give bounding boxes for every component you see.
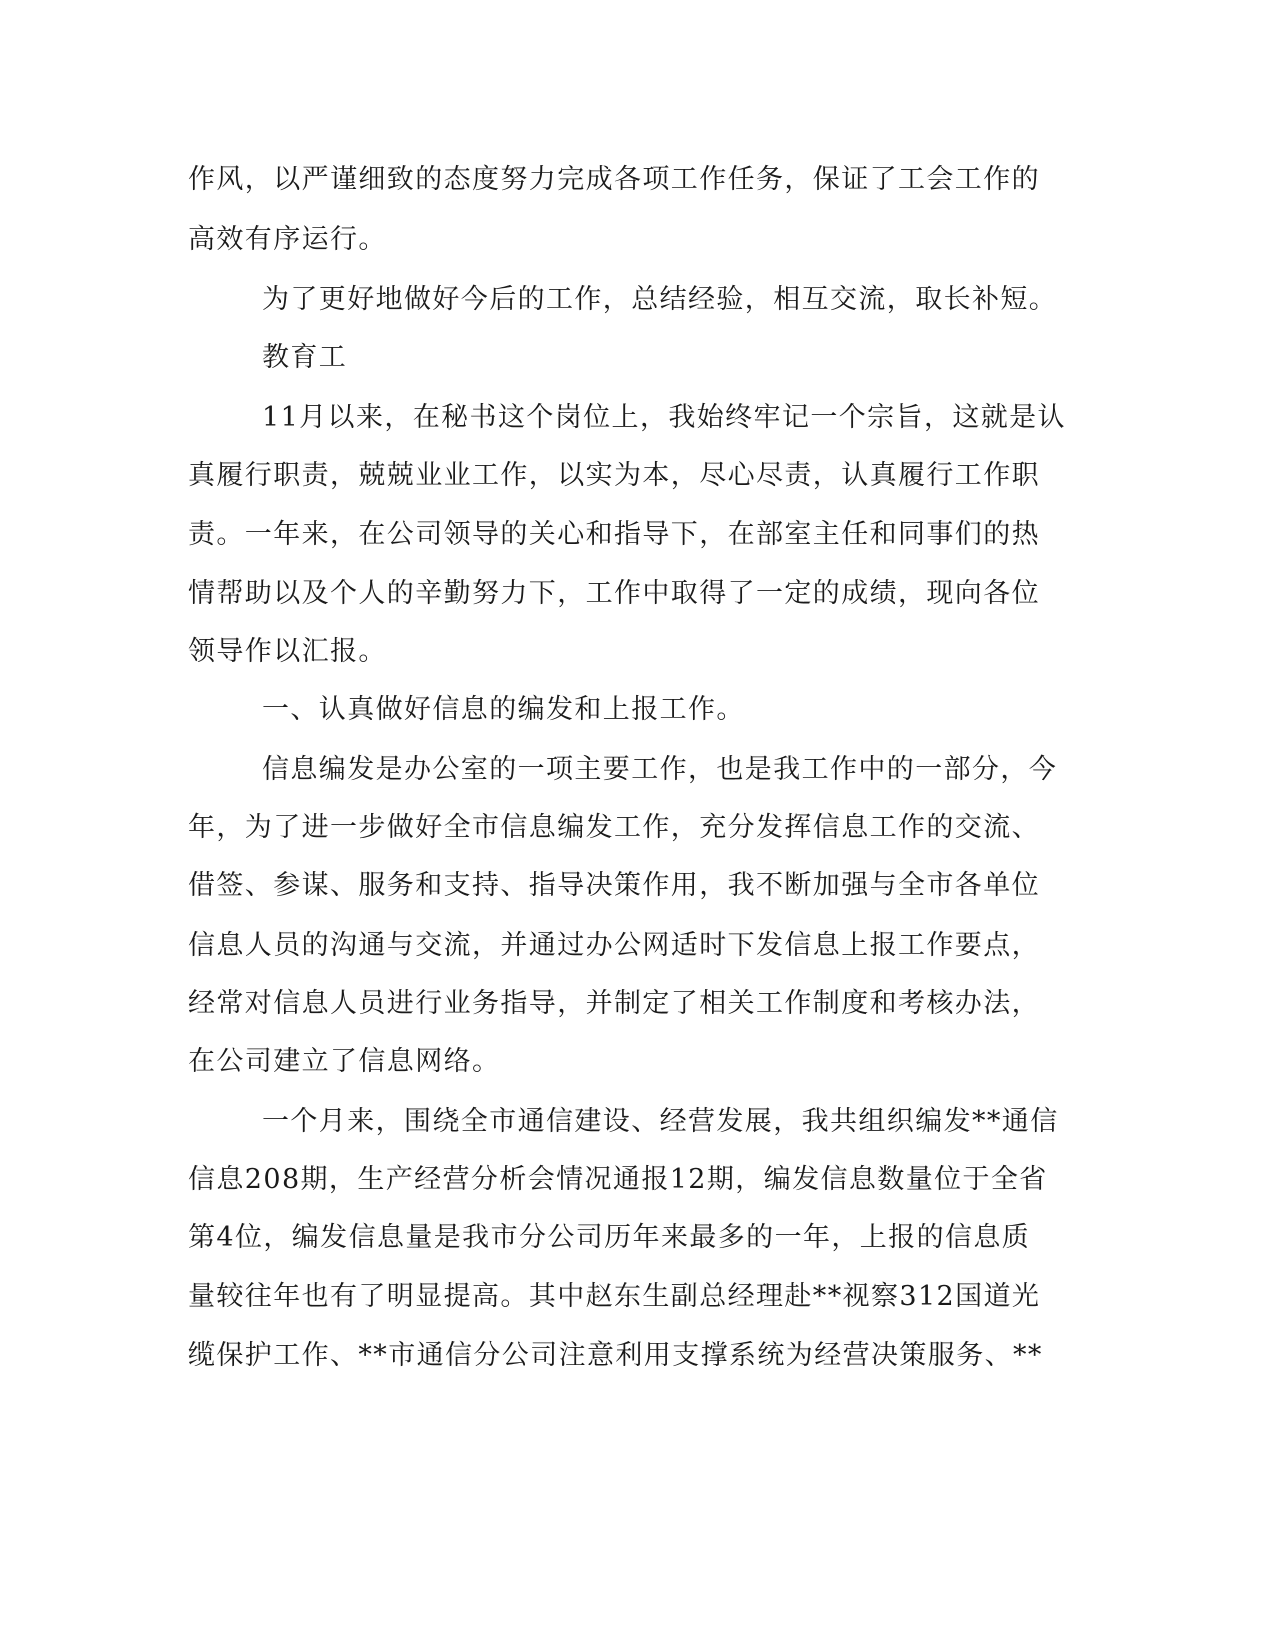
text-line: 高效有序运行。 [188,224,387,255]
text-line: 真履行职责，兢兢业业工作，以实为本，尽心尽责，认真履行工作职 [188,460,1040,491]
text-line: 责。一年来，在公司领导的关心和指导下，在部室主任和同事们的热 [188,519,1040,550]
text-line: 信息编发是办公室的一项主要工作，也是我工作中的一部分，今 [262,754,1058,785]
text-line: 经常对信息人员进行业务指导，并制定了相关工作制度和考核办法， [188,988,1040,1019]
text-line: 信息人员的沟通与交流，并通过办公网适时下发信息上报工作要点， [188,930,1040,961]
text-line: 领导作以汇报。 [188,636,387,667]
text-line: 情帮助以及个人的辛勤努力下，工作中取得了一定的成绩，现向各位 [188,578,1040,609]
text-line: 量较往年也有了明显提高。其中赵东生副总经理赴**视察312国道光 [188,1281,1041,1312]
text-line: 信息208期，生产经营分析会情况通报12期，编发信息数量位于全省 [188,1164,1048,1195]
text-line: 为了更好地做好今后的工作，总结经验，相互交流，取长补短。 [262,284,1058,315]
text-line: 借签、参谋、服务和支持、指导决策作用，我不断加强与全市各单位 [188,870,1040,901]
text-line: 一个月来，围绕全市通信建设、经营发展，我共组织编发**通信 [262,1106,1059,1137]
text-line: 11月以来，在秘书这个岗位上，我始终牢记一个宗旨，这就是认 [262,402,1066,433]
text-line: 在公司建立了信息网络。 [188,1046,501,1077]
text-line: 第4位，编发信息量是我市分公司历年来最多的一年，上报的信息质 [188,1222,1031,1253]
text-line: 作风，以严谨细致的态度努力完成各项工作任务，保证了工会工作的 [188,164,1040,195]
text-line: 缆保护工作、**市通信分公司注意利用支撑系统为经营决策服务、** [188,1340,1043,1371]
text-line: 年，为了进一步做好全市信息编发工作，充分发挥信息工作的交流、 [188,812,1040,843]
text-line: 一、认真做好信息的编发和上报工作。 [262,694,745,725]
text-line: 教育工 [262,342,348,373]
